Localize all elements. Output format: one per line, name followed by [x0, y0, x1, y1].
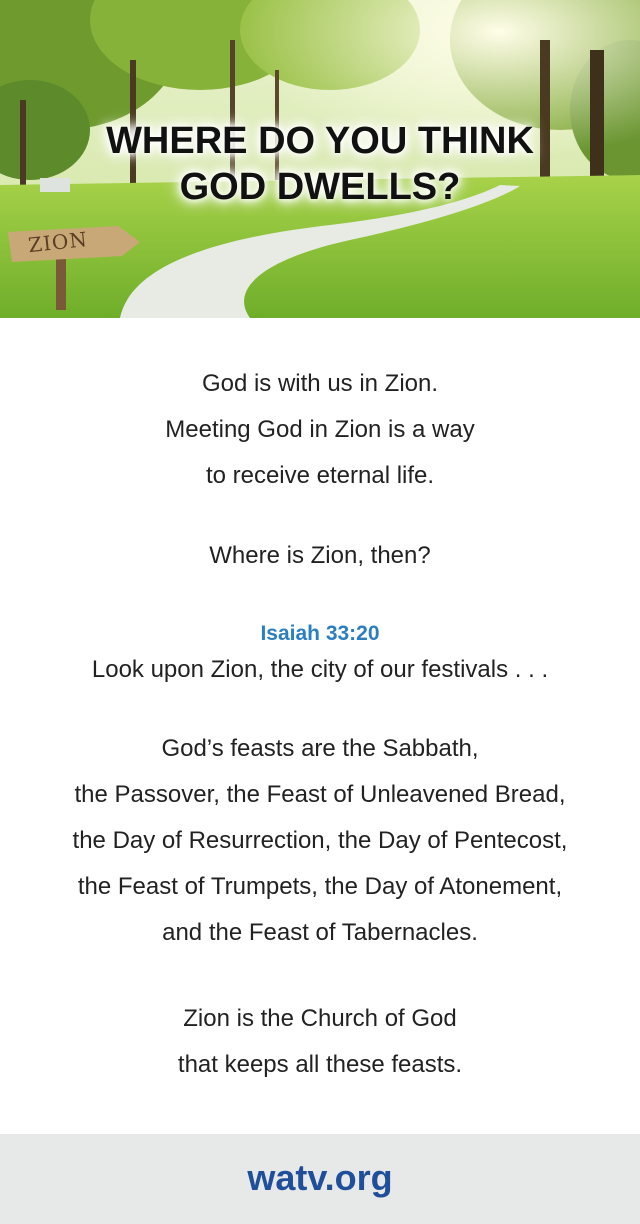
title-line-1: WHERE DO YOU THINK [106, 120, 534, 162]
feasts-line-3: the Day of Resurrection, the Day of Pentecost, [72, 827, 568, 854]
verse-reference: Isaiah 33:20 [260, 622, 380, 645]
feasts-paragraph [0, 726, 640, 956]
feasts-line-5: and the Feast of Tabernacles. [162, 919, 478, 946]
conclusion-line-2: that keeps all these feasts. [177, 1051, 463, 1078]
conclusion-paragraph [0, 996, 640, 1088]
conclusion-line-1: Zion is the Church of God [183, 1005, 457, 1032]
page-title [0, 118, 640, 210]
verse-text: Look upon Zion, the city of our festivals . . . [91, 656, 549, 683]
feasts-line-2: the Passover, the Feast of Unleavened Bread, [74, 781, 566, 808]
hero-banner [0, 0, 640, 318]
zion-sign-text: ZION [27, 227, 89, 258]
intro-line-1: God is with us in Zion. [201, 370, 439, 397]
question-line: Where is Zion, then? [209, 542, 431, 569]
footer-bar [0, 1134, 640, 1224]
intro-line-2: Meeting God in Zion is a way [165, 416, 475, 443]
question-paragraph [0, 533, 640, 579]
feasts-line-1: God’s feasts are the Sabbath, [161, 735, 479, 762]
watv-website-link[interactable]: watv.org [247, 1157, 393, 1198]
title-line-2: GOD DWELLS? [179, 166, 461, 208]
intro-line-3: to receive eternal life. [205, 462, 435, 489]
intro-paragraph [0, 361, 640, 499]
feasts-line-4: the Feast of Trumpets, the Day of Atonement, [77, 873, 563, 900]
